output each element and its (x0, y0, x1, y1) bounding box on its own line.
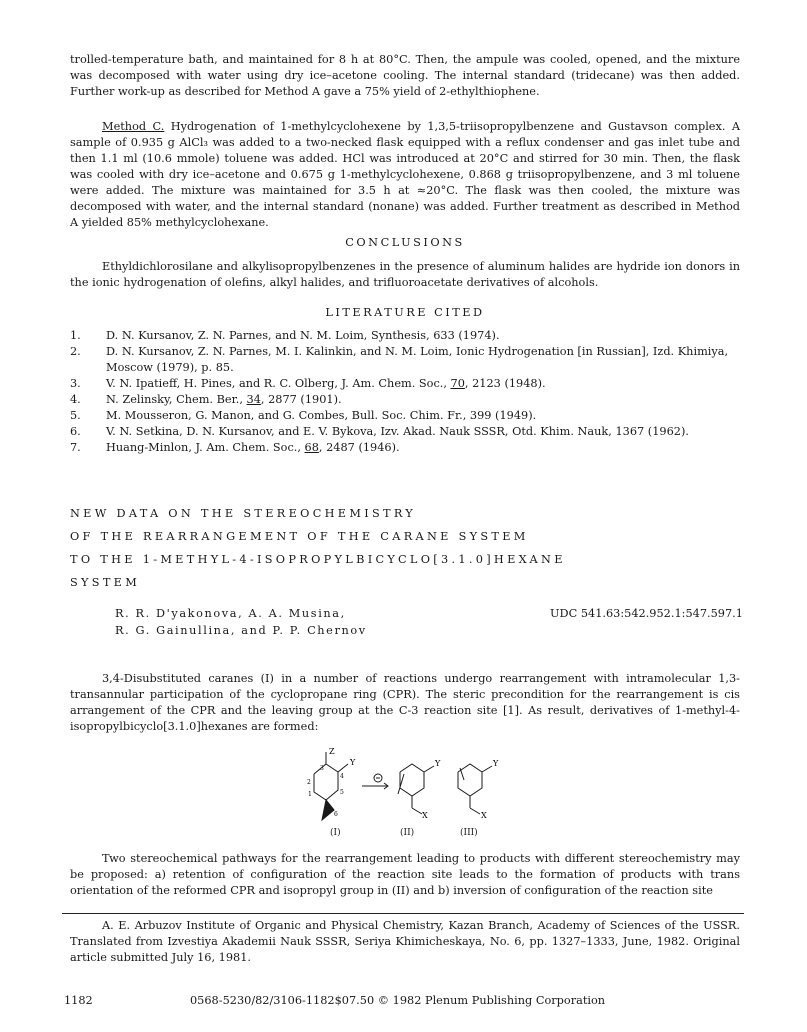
method-c-label: Method C. (102, 120, 165, 133)
reaction-scheme (300, 744, 510, 834)
compound-label-i: (I) (330, 828, 341, 838)
reference-item (70, 424, 750, 440)
article-title-line-1: NEW DATA ON THE STEREOCHEMISTRY (70, 507, 417, 520)
reference-item (70, 440, 750, 456)
atom-label: Y (350, 758, 356, 767)
reference-text: D. N. Kursanov, Z. N. Parnes, M. I. Kalinkin, and N. M. Loim, Ionic Hydrogenation [in Russian], Izd. Khimiya, Moscow (1979), p. 85. (106, 345, 729, 374)
atom-label: Y (493, 759, 499, 768)
paragraph-method-b-continuation: trolled-temperature bath, and maintained for 8 h at 80°C. Then, the ampule was cooled, opened, and the mixture was decomposed with water using dry ice–acetone cooling. The internal standard (tridecane) was then added. Further work-up as described for Method A gave a 75% yield of 2-ethylthiophene. (70, 53, 740, 98)
atom-label: X (481, 811, 487, 820)
article-title-line-4: SYSTEM (70, 576, 141, 589)
atom-label: Z (329, 747, 335, 756)
reference-volume: 70 (450, 377, 465, 390)
atom-label: 1 (308, 791, 312, 798)
reference-text: N. Zelinsky, Chem. Ber., (106, 393, 247, 406)
reference-text: M. Mousseron, G. Manon, and G. Combes, Bull. Soc. Chim. Fr., 399 (1949). (106, 409, 537, 422)
reference-text: Huang-Minlon, J. Am. Chem. Soc., (106, 441, 305, 454)
reference-number: 5. (70, 409, 81, 422)
reference-text-end: , 2877 (1901). (260, 393, 342, 406)
atom-label: X (422, 811, 428, 820)
reference-text: V. N. Ipatieff, H. Pines, and R. C. Olberg, J. Am. Chem. Soc., (106, 377, 451, 390)
atom-label: 2 (307, 779, 311, 786)
reference-item (70, 392, 750, 408)
intro-paragraph: 3,4-Disubstituted caranes (I) in a number of reactions undergo rearrangement with intramolecular 1,3-transannular participation of the cyclopropane ring (CPR). The steric precondition for the rearrangement is cis arrangement of the CPR and the leaving group at the C-3 reaction site [1]. As result, derivatives of 1-methyl-4-isopropylbicyclo[3.1.0]hexanes are formed: (70, 672, 740, 733)
paragraph-method-c (70, 119, 740, 231)
reference-text-end: , 2123 (1948). (464, 377, 546, 390)
reaction-arrow (362, 774, 388, 789)
article-title-line-3: TO THE 1-METHYL-4-ISOPROPYLBICYCLO[3.1.0]HEXANE (70, 553, 566, 566)
copyright-line: 0568-5230/82/3106-1182$07.50 © 1982 Plenum Publishing Corporation (190, 994, 606, 1007)
structure-iii (458, 764, 492, 814)
reference-item (70, 376, 750, 392)
reference-number: 2. (70, 345, 81, 358)
compound-label-ii: (II) (400, 828, 415, 838)
reference-number: 6. (70, 425, 81, 438)
conclusions-heading: CONCLUSIONS (345, 236, 465, 249)
atom-label: 5 (340, 789, 344, 796)
reference-text: V. N. Setkina, D. N. Kursanov, and E. V. Bykova, Izv. Akad. Nauk SSSR, Otd. Khim. Nauk, 1367 (1962). (106, 425, 689, 438)
method-c-text: Hydrogenation of 1-methylcyclohexene by 1,3,5-triisopropylbenzene and Gustavson complex. A sample of 0.935 g AlCl₃ was added to a two-necked flask equipped with a reflux condenser and gas inlet tube and then 1.1 ml (10.6 mmole) toluene was added. HCl was introduced at 20°C and stirred for 30 min. Then, the flask was cooled with dry ice–acetone and 0.675 g 1-methylcyclohexene, 0.868 g triisopropylbenzene, and 3 ml toluene were added. The mixture was maintained for 3.5 h at ≈20°C. The flask was then cooled, the mixture was decomposed with water, and the internal standard (nonane) was added. Further treatment as described in Method A yielded 85% methylcyclohexane. (70, 120, 740, 229)
conclusions-text: Ethyldichlorosilane and alkylisopropylbenzenes in the presence of aluminum halides are hydride ion donors in the ionic hydrogenation of olefins, alkyl halides, and trifluoroacetate derivatives of alcohols. (70, 260, 740, 289)
footnote-divider (62, 913, 744, 914)
article-title-line-2: OF THE REARRANGEMENT OF THE CARANE SYSTEM (70, 530, 529, 543)
structure-ii (398, 764, 434, 814)
reference-item (70, 344, 750, 376)
reference-number: 7. (70, 441, 81, 454)
reference-item (70, 328, 750, 344)
atom-label: 4 (340, 773, 344, 780)
stereochemistry-paragraph: Two stereochemical pathways for the rearrangement leading to products with different stereochemistry may be proposed: a) retention of configuration of the reaction site leads to the formation of products with trans orientation of the reformed CPR and isopropyl group in (II) and b) inversion of configuration of the reaction site (70, 852, 740, 897)
reference-volume: 34 (246, 393, 261, 406)
authors-line-2: R. G. Gainullina, and P. P. Chernov (115, 624, 367, 637)
reference-text: D. N. Kursanov, Z. N. Parnes, and N. M. Loim, Synthesis, 633 (1974). (106, 329, 500, 342)
footnote-affiliation: A. E. Arbuzov Institute of Organic and Physical Chemistry, Kazan Branch, Academy of Sciences of the USSR. Translated from Izvestiya Akademii Nauk SSSR, Seriya Khimicheskaya, No. 6, pp. 1327–1333, June, 1982. Original article submitted July 16, 1981. (70, 919, 740, 964)
structure-i (314, 752, 348, 820)
reference-text-end: , 2487 (1946). (318, 441, 400, 454)
literature-heading: LITERATURE CITED (325, 306, 485, 319)
reference-number: 3. (70, 377, 81, 390)
reference-volume: 68 (304, 441, 319, 454)
authors-line-1: R. R. D'yakonova, A. A. Musina, (115, 607, 346, 620)
reference-item (70, 408, 750, 424)
reference-list (70, 328, 750, 456)
reference-number: 1. (70, 329, 81, 342)
compound-label-iii: (III) (460, 828, 478, 838)
atom-label: 3 (320, 765, 324, 772)
udc-code: UDC 541.63:542.952.1:547.597.1 (550, 607, 743, 620)
atom-label: 6 (334, 811, 338, 818)
page-number: 1182 (64, 994, 93, 1007)
reference-number: 4. (70, 393, 81, 406)
atom-label: Y (435, 759, 441, 768)
